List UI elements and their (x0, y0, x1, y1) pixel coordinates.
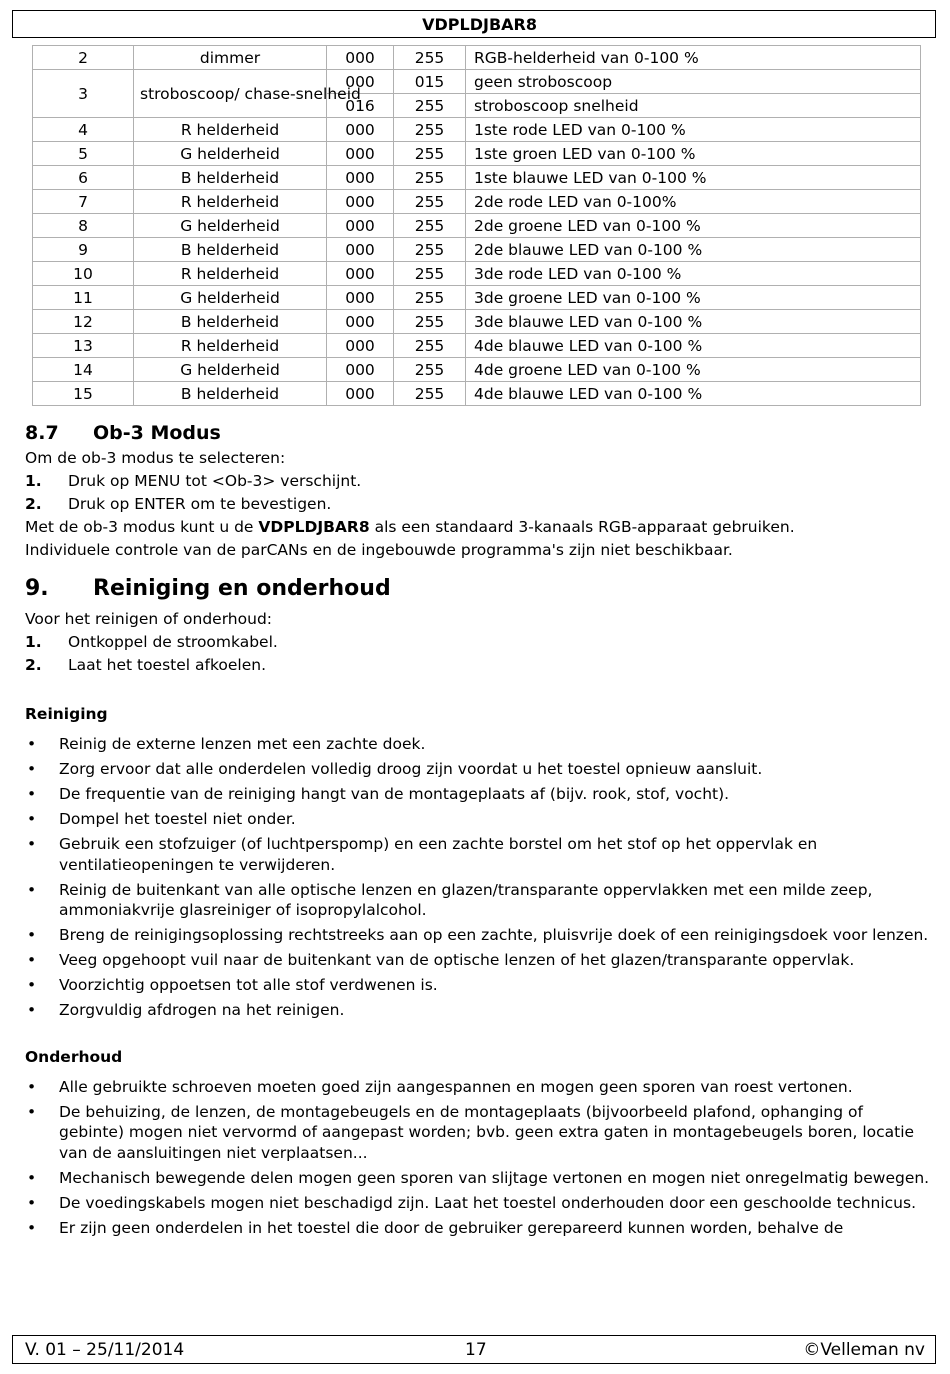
to-cell: 255 (394, 286, 466, 310)
from-cell: 000 (327, 190, 394, 214)
description-cell: 3de groene LED van 0-100 % (466, 286, 921, 310)
footer-copyright: ©Velleman nv (803, 1340, 925, 1360)
section-number: 8.7 (25, 422, 59, 444)
list-item-text: De frequentie van de reiniging hangt van de montageplaats af (bijv. rook, stof, vocht). (59, 785, 730, 803)
from-cell: 000 (327, 238, 394, 262)
list-item-text: Zorgvuldig afdrogen na het reinigen. (59, 1001, 345, 1019)
from-cell: 000 (327, 286, 394, 310)
list-item (25, 1168, 930, 1189)
list-item (25, 734, 930, 755)
section-number: 9. (25, 576, 49, 601)
from-cell: 016 (327, 94, 394, 118)
onderhoud-list (25, 1077, 930, 1239)
to-cell: 255 (394, 358, 466, 382)
bullet-icon: • (27, 735, 37, 753)
list-item-text: Zorg ervoor dat alle onderdelen volledig droog zijn voordat u het toestel opnieuw aansluit. (59, 760, 763, 778)
description-cell: 4de blauwe LED van 0-100 % (466, 382, 921, 406)
paragraph: Voor het reinigen of onderhoud: (25, 610, 273, 628)
from-cell: 000 (327, 214, 394, 238)
dmx-channel-table (32, 45, 921, 406)
bullet-icon: • (27, 1218, 37, 1237)
list-item-text: Gebruik een stofzuiger (of luchtperspomp) en een zachte borstel om het stof op het oppervlak en ventilatieopeningen te verwijderen. (59, 835, 818, 874)
channel-cell: 4 (33, 118, 134, 142)
channel-cell: 12 (33, 310, 134, 334)
from-cell: 000 (327, 382, 394, 406)
list-item (25, 784, 930, 805)
list-item-text: Mechanisch bewegende delen mogen geen sporen van slijtage vertonen en mogen niet onregelmatig bewegen. (59, 1168, 930, 1187)
from-cell: 000 (327, 166, 394, 190)
section-9-heading (25, 572, 930, 606)
list-item (25, 1102, 930, 1164)
description-cell: geen stroboscoop (466, 70, 921, 94)
function-cell: B helderheid (134, 166, 327, 190)
list-item (25, 925, 930, 946)
function-cell: B helderheid (134, 238, 327, 262)
table-row (33, 190, 921, 214)
channel-cell: 3 (33, 70, 134, 118)
table-row (33, 334, 921, 358)
function-cell: G helderheid (134, 286, 327, 310)
section-title: Reiniging en onderhoud (93, 576, 391, 601)
description-cell: stroboscoop snelheid (466, 94, 921, 118)
function-cell: stroboscoop/ chase-snelheid (134, 70, 327, 118)
from-cell: 000 (327, 118, 394, 142)
channel-cell: 2 (33, 46, 134, 70)
list-item-text: Dompel het toestel niet onder. (59, 810, 296, 828)
function-cell: G helderheid (134, 214, 327, 238)
description-cell: 1ste rode LED van 0-100 % (466, 118, 921, 142)
from-cell: 000 (327, 46, 394, 70)
list-item (25, 1000, 930, 1021)
to-cell: 255 (394, 334, 466, 358)
from-cell: 000 (327, 70, 394, 94)
to-cell: 255 (394, 166, 466, 190)
channel-cell: 5 (33, 142, 134, 166)
bullet-icon: • (27, 1168, 37, 1187)
page-number: 17 (465, 1340, 487, 1360)
from-cell: 000 (327, 334, 394, 358)
table-row (33, 46, 921, 70)
to-cell: 255 (394, 238, 466, 262)
section-title: Ob-3 Modus (93, 422, 221, 444)
list-item-text: Breng de reinigingsoplossing rechtstreeks aan op een zachte, pluisvrije doek of een reinigingsdoek voor lenzen. (59, 926, 929, 944)
to-cell: 255 (394, 382, 466, 406)
list-item-text: Reinig de externe lenzen met een zachte doek. (59, 735, 426, 753)
function-cell: R helderheid (134, 190, 327, 214)
bullet-icon: • (27, 926, 37, 944)
description-cell: 2de rode LED van 0-100% (466, 190, 921, 214)
bullet-icon: • (27, 976, 37, 994)
list-item-text: Veeg opgehoopt vuil naar de buitenkant van de optische lenzen of het glazen/transparante oppervlak. (59, 951, 855, 969)
bullet-icon: • (27, 1193, 37, 1212)
to-cell: 255 (394, 310, 466, 334)
bullet-icon: • (27, 1102, 37, 1121)
description-cell: 3de blauwe LED van 0-100 % (466, 310, 921, 334)
list-item (25, 975, 930, 996)
table-row (33, 262, 921, 286)
bullet-icon: • (27, 1077, 37, 1096)
list-item-text: De behuizing, de lenzen, de montagebeugels en de montageplaats (bijvoorbeeld plafond, ophanging of gebinte) mogen niet vervormd of aangepast worden; bvb. geen extra gaten in montagebeugels boren, locatie van de aansluitingen niet verplaatsen... (59, 1102, 915, 1162)
list-item (25, 1218, 930, 1239)
footer-version: V. 01 – 25/11/2014 (25, 1340, 185, 1360)
product-name: VDPLDJBAR8 (258, 518, 370, 536)
to-cell: 255 (394, 46, 466, 70)
function-cell: G helderheid (134, 358, 327, 382)
function-cell: B helderheid (134, 310, 327, 334)
list-item (25, 1193, 930, 1214)
description-cell: 2de blauwe LED van 0-100 % (466, 238, 921, 262)
paragraph: Om de ob-3 modus te selecteren: (25, 449, 286, 467)
to-cell: 255 (394, 94, 466, 118)
table-row (33, 118, 921, 142)
bullet-icon: • (27, 880, 37, 899)
table-row (33, 214, 921, 238)
description-cell: 2de groene LED van 0-100 % (466, 214, 921, 238)
channel-cell: 11 (33, 286, 134, 310)
main-content (25, 418, 930, 1243)
function-cell: B helderheid (134, 382, 327, 406)
paragraph: Met de ob-3 modus kunt u de VDPLDJBAR8 als een standaard 3-kanaals RGB-apparaat gebruiken. (25, 518, 795, 536)
subheading-onderhoud: Onderhoud (25, 1047, 123, 1066)
bullet-icon: • (27, 835, 37, 853)
bullet-icon: • (27, 1001, 37, 1019)
table-row (33, 382, 921, 406)
table-row (33, 358, 921, 382)
to-cell: 255 (394, 190, 466, 214)
description-cell: 1ste blauwe LED van 0-100 % (466, 166, 921, 190)
from-cell: 000 (327, 142, 394, 166)
from-cell: 000 (327, 310, 394, 334)
from-cell: 000 (327, 358, 394, 382)
function-cell: R helderheid (134, 334, 327, 358)
step: 2. Laat het toestel afkoelen. (25, 656, 267, 674)
step: 2. Druk op ENTER om te bevestigen. (25, 495, 332, 513)
list-item-text: Reinig de buitenkant van alle optische lenzen en glazen/transparante oppervlakken met een milde zeep, ammoniakvrije glasreiniger of isopropylalcohol. (59, 880, 873, 919)
paragraph: Individuele controle van de parCANs en de ingebouwde programma's zijn niet beschikbaar. (25, 541, 733, 559)
page-header (12, 10, 936, 38)
list-item (25, 809, 930, 830)
to-cell: 015 (394, 70, 466, 94)
bullet-icon: • (27, 785, 37, 803)
list-item-text: Er zijn geen onderdelen in het toestel die door de gebruiker gerepareerd kunnen worden, behalve de (59, 1218, 844, 1237)
list-item (25, 1077, 930, 1098)
channel-cell: 14 (33, 358, 134, 382)
list-item (25, 759, 930, 780)
bullet-icon: • (27, 810, 37, 828)
section-8-7-heading (25, 418, 930, 448)
channel-cell: 6 (33, 166, 134, 190)
to-cell: 255 (394, 214, 466, 238)
description-cell: 4de groene LED van 0-100 % (466, 358, 921, 382)
subheading-reiniging: Reiniging (25, 705, 108, 723)
to-cell: 255 (394, 262, 466, 286)
channel-cell: 15 (33, 382, 134, 406)
list-item-text: Voorzichtig oppoetsen tot alle stof verdwenen is. (59, 976, 438, 994)
description-cell: 1ste groen LED van 0-100 % (466, 142, 921, 166)
table-row (33, 286, 921, 310)
page-footer (12, 1335, 936, 1364)
step: 1. Ontkoppel de stroomkabel. (25, 633, 278, 651)
step: 1. Druk op MENU tot <Ob-3> verschijnt. (25, 472, 362, 490)
table-row (33, 70, 921, 94)
list-item (25, 880, 930, 921)
table-row (33, 310, 921, 334)
list-item (25, 834, 930, 875)
channel-cell: 7 (33, 190, 134, 214)
list-item-text: Alle gebruikte schroeven moeten goed zijn aangespannen en mogen geen sporen van roest vertonen. (59, 1077, 853, 1096)
channel-cell: 10 (33, 262, 134, 286)
from-cell: 000 (327, 262, 394, 286)
function-cell: R helderheid (134, 262, 327, 286)
bullet-icon: • (27, 951, 37, 969)
to-cell: 255 (394, 118, 466, 142)
description-cell: 3de rode LED van 0-100 % (466, 262, 921, 286)
channel-cell: 8 (33, 214, 134, 238)
list-item-text: De voedingskabels mogen niet beschadigd zijn. Laat het toestel onderhouden door een geschoolde technicus. (59, 1193, 917, 1212)
header-title: VDPLDJBAR8 (422, 15, 537, 34)
reiniging-list (25, 734, 930, 1021)
function-cell: R helderheid (134, 118, 327, 142)
table-row (33, 142, 921, 166)
channel-cell: 9 (33, 238, 134, 262)
table-row (33, 166, 921, 190)
bullet-icon: • (27, 760, 37, 778)
table-row (33, 238, 921, 262)
description-cell: 4de blauwe LED van 0-100 % (466, 334, 921, 358)
channel-cell: 13 (33, 334, 134, 358)
function-cell: G helderheid (134, 142, 327, 166)
function-cell: dimmer (134, 46, 327, 70)
description-cell: RGB-helderheid van 0-100 % (466, 46, 921, 70)
to-cell: 255 (394, 142, 466, 166)
list-item (25, 950, 930, 971)
